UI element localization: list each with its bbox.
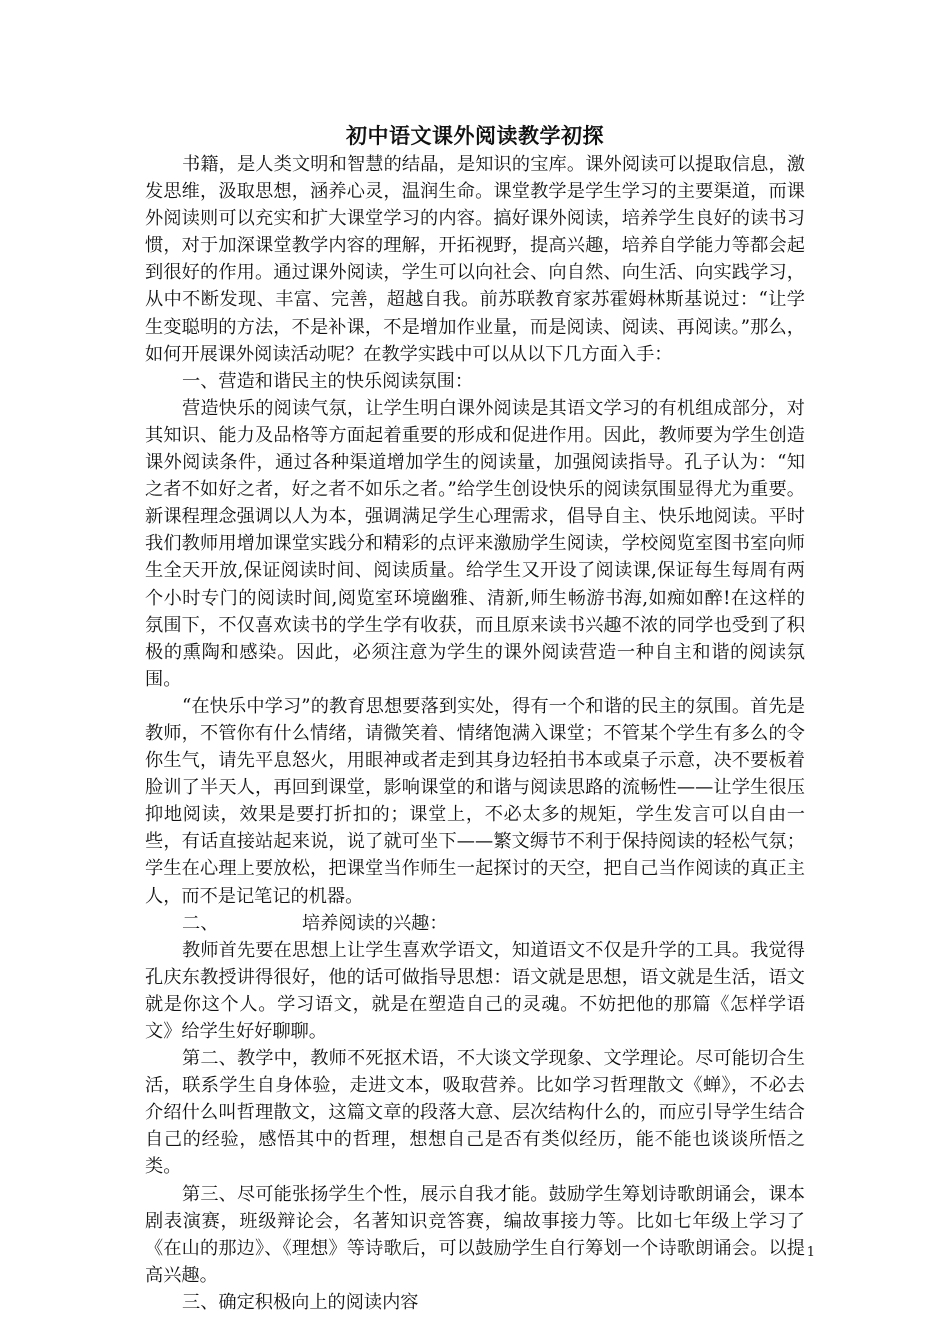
page-title: 初中语文课外阅读教学初探 (346, 123, 604, 148)
section-heading-1: 一、营造和谐民主的快乐阅读氛围： (182, 370, 474, 392)
body-paragraph: 第二、教学中，教师不死抠术语，不大谈文学现象、文学理论。尽可能切合生活，联系学生自身体验，走进文本，吸取营养。比如学习哲理散文《蝉》，不必去介绍什么叫哲理散文，这篇文章的段落大意、层次结构什么的，而应引导学生结合自己的经验，感悟其中的哲理，想想自己是否有类似经历，能不能也谈谈所悟之类。 (145, 1048, 805, 1178)
body-paragraph: “在快乐中学习”的教育思想要落到实处，得有一个和谐的民主的氛围。首先是教师，不管你有什么情绪，请微笑着、情绪饱满入课堂；不管某个学生有多么的令你生气，请先平息怒火，用眼神或者走到其身边轻拍书本或桌子示意，决不要板着脸训了半天人，再回到课堂，影响课堂的和谐与阅读思路的流畅性——让学生很压抑地阅读，效果是要打折扣的；课堂上，不必太多的规矩，学生发言可以自由一些，有话直接站起来说，说了就可坐下——繁文缛节不利于保持阅读的轻松气氛；学生在心理上要放松，把课堂当作师生一起探讨的天空，把自己当作阅读的真正主人，而不是记笔记的机器。 (145, 695, 805, 907)
section-heading-2-text: 培养阅读的兴趣： (302, 912, 448, 934)
section-heading-2 (145, 910, 805, 937)
body-paragraph: 营造快乐的阅读气氛，让学生明白课外阅读是其语文学习的有机组成部分，对其知识、能力及品格等方面起着重要的形成和促进作用。因此，教师要为学生创造课外阅读条件，通过各种渠道增加学生的阅读量，加强阅读指导。孔子认为：“知之者不如好之者，好之者不如乐之者。”给学生创设快乐的阅读氛围显得尤为重要。新课程理念强调以人为本，强调满足学生心理需求，倡导自主、快乐地阅读。平时我们教师用增加课堂实践分和精彩的点评来激励学生阅读，学校阅览室图书室向师生全天开放,保证阅读时间、阅读质量。给学生又开设了阅读课,保证每生每周有两个小时专门的阅读时间,阅览室环境幽雅、清新,师生畅游书海,如痴如醉!在这样的氛围下，不仅喜欢读书的学生学有收获，而且原来读书兴趣不浓的同学也受到了积极的熏陶和感染。因此，必须注意为学生的课外阅读营造一种自主和谐的阅读氛围。 (145, 397, 805, 690)
page-number: 1 (806, 1245, 815, 1260)
section-heading-3: 三、确定积极向上的阅读内容 (182, 1291, 419, 1313)
section-heading-2-number: 二、 (182, 912, 219, 934)
body-paragraph: 教师首先要在思想上让学生喜欢学语文，知道语文不仅是升学的工具。我觉得孔庆东教授讲得很好，他的话可做指导思想：语文就是思想，语文就是生活，语文就是你这个人。学习语文，就是在塑造自己的灵魂。不妨把他的那篇《怎样学语文》给学生好好聊聊。 (145, 939, 805, 1042)
body-paragraph: 第三、尽可能张扬学生个性，展示自我才能。鼓励学生筹划诗歌朗诵会，课本剧表演赛，班级辩论会，名著知识竞答赛，编故事接力等。比如七年级上学习了《在山的那边》、《理想》等诗歌后，可以鼓励学生自行筹划一个诗歌朗诵会。以提高兴趣。 (145, 1183, 805, 1286)
intro-paragraph: 书籍，是人类文明和智慧的结晶，是知识的宝库。课外阅读可以提取信息，激发思维，汲取思想，涵养心灵，温润生命。课堂教学是学生学习的主要渠道，而课外阅读则可以充实和扩大课堂学习的内容。搞好课外阅读，培养学生良好的读书习惯，对于加深课堂教学内容的理解，开拓视野，提高兴趣，培养自学能力等都会起到很好的作用。通过课外阅读，学生可以向社会、向自然、向生活、向实践学习，从中不断发现、丰富、完善，超越自我。前苏联教育家苏霍姆林斯基说过：“让学生变聪明的方法，不是补课，不是增加作业量，而是阅读、阅读、再阅读。”那么，如何开展课外阅读活动呢？在教学实践中可以从以下几方面入手： (145, 154, 805, 365)
document-body (145, 151, 805, 1316)
